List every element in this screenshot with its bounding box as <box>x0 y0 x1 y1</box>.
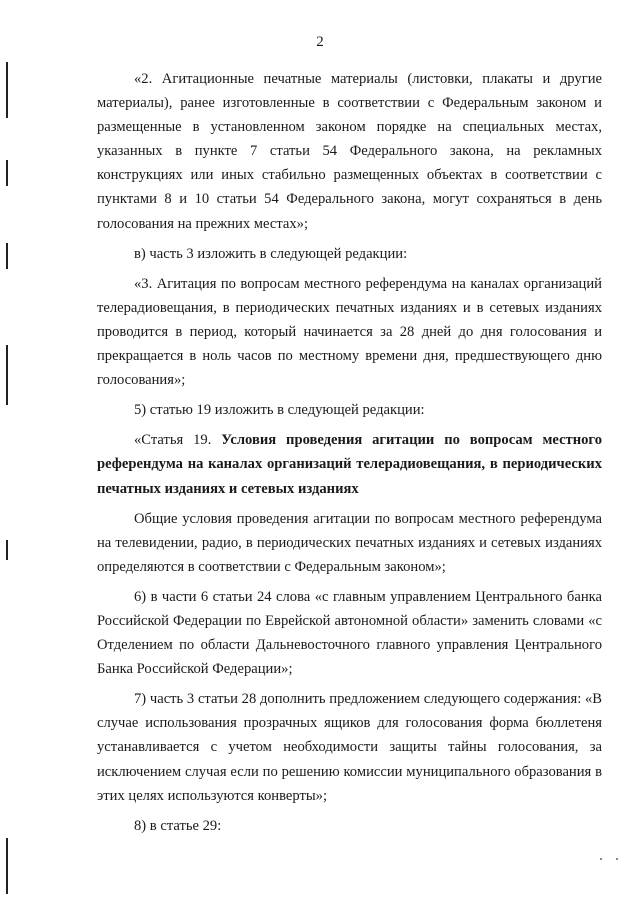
paragraph: 8) в статье 29: <box>134 817 222 834</box>
scan-speck <box>600 858 602 860</box>
paragraph: в) часть 3 изложить в следующей редакции: <box>134 245 408 262</box>
scan-edge-mark <box>6 540 8 560</box>
scan-edge-mark <box>6 838 8 894</box>
scan-edge-mark <box>6 62 8 118</box>
scan-edge-mark <box>6 243 8 269</box>
document-body <box>97 67 602 844</box>
scan-edge-mark <box>6 345 8 405</box>
paragraph: 7) часть 3 статьи 28 дополнить предложением следующего содержания: «В случае использования прозрачных ящиков для голосования форма бюллетеня устанавливается с учетом необходимости защиты тайны голосования, за исключением случая если по решению комиссии муниципального образования в этих целях используются конверты»; <box>97 691 602 804</box>
scan-speck <box>616 858 618 860</box>
paragraph: 6) в части 6 статьи 24 слова «с главным управлением Центрального банка Российской Федерации по Еврейской автономной области» заменить словами «с Отделением по области Дальневосточного главного управления Центрального Банка Российской Федерации»; <box>97 588 602 678</box>
article-heading <box>97 428 602 500</box>
paragraph: «2. Агитационные печатные материалы (листовки, плакаты и другие материалы), ранее изготовленные в соответствии с Федеральным законом и размещенные в установленном законом порядке на специальных местах, указанных в пункте 7 статьи 54 Федерального закона, на рекламных конструкциях или иных стабильно размещенных объектах в соответствии с пунктами 8 и 10 статьи 54 Федерального закона, могут сохраняться в день голосования на прежних местах»; <box>97 71 602 232</box>
scan-edge-mark <box>6 160 8 186</box>
article-heading-prefix: «Статья 19. <box>134 432 222 449</box>
article-heading-title: Условия проведения агитации по вопросам местного референдума на каналах организаций телерадиовещания, в периодических печатных изданиях и сетевых изданиях <box>97 432 602 497</box>
page-number: 2 <box>316 34 324 50</box>
paragraph: 5) статью 19 изложить в следующей редакции: <box>134 402 425 419</box>
paragraph: «3. Агитация по вопросам местного референдума на каналах организаций телерадиовещания, в периодических печатных изданиях и в сетевых изданиях проводится в период, который начинается за 28 дней до дня голосования и прекращается в ноль часов по местному времени дня, предшествующего дню голосования»; <box>97 275 602 389</box>
paragraph: Общие условия проведения агитации по вопросам местного референдума на телевидении, радио, в периодических печатных изданиях и сетевых изданиях определяются в соответствии с Федеральным законом»; <box>97 510 602 575</box>
